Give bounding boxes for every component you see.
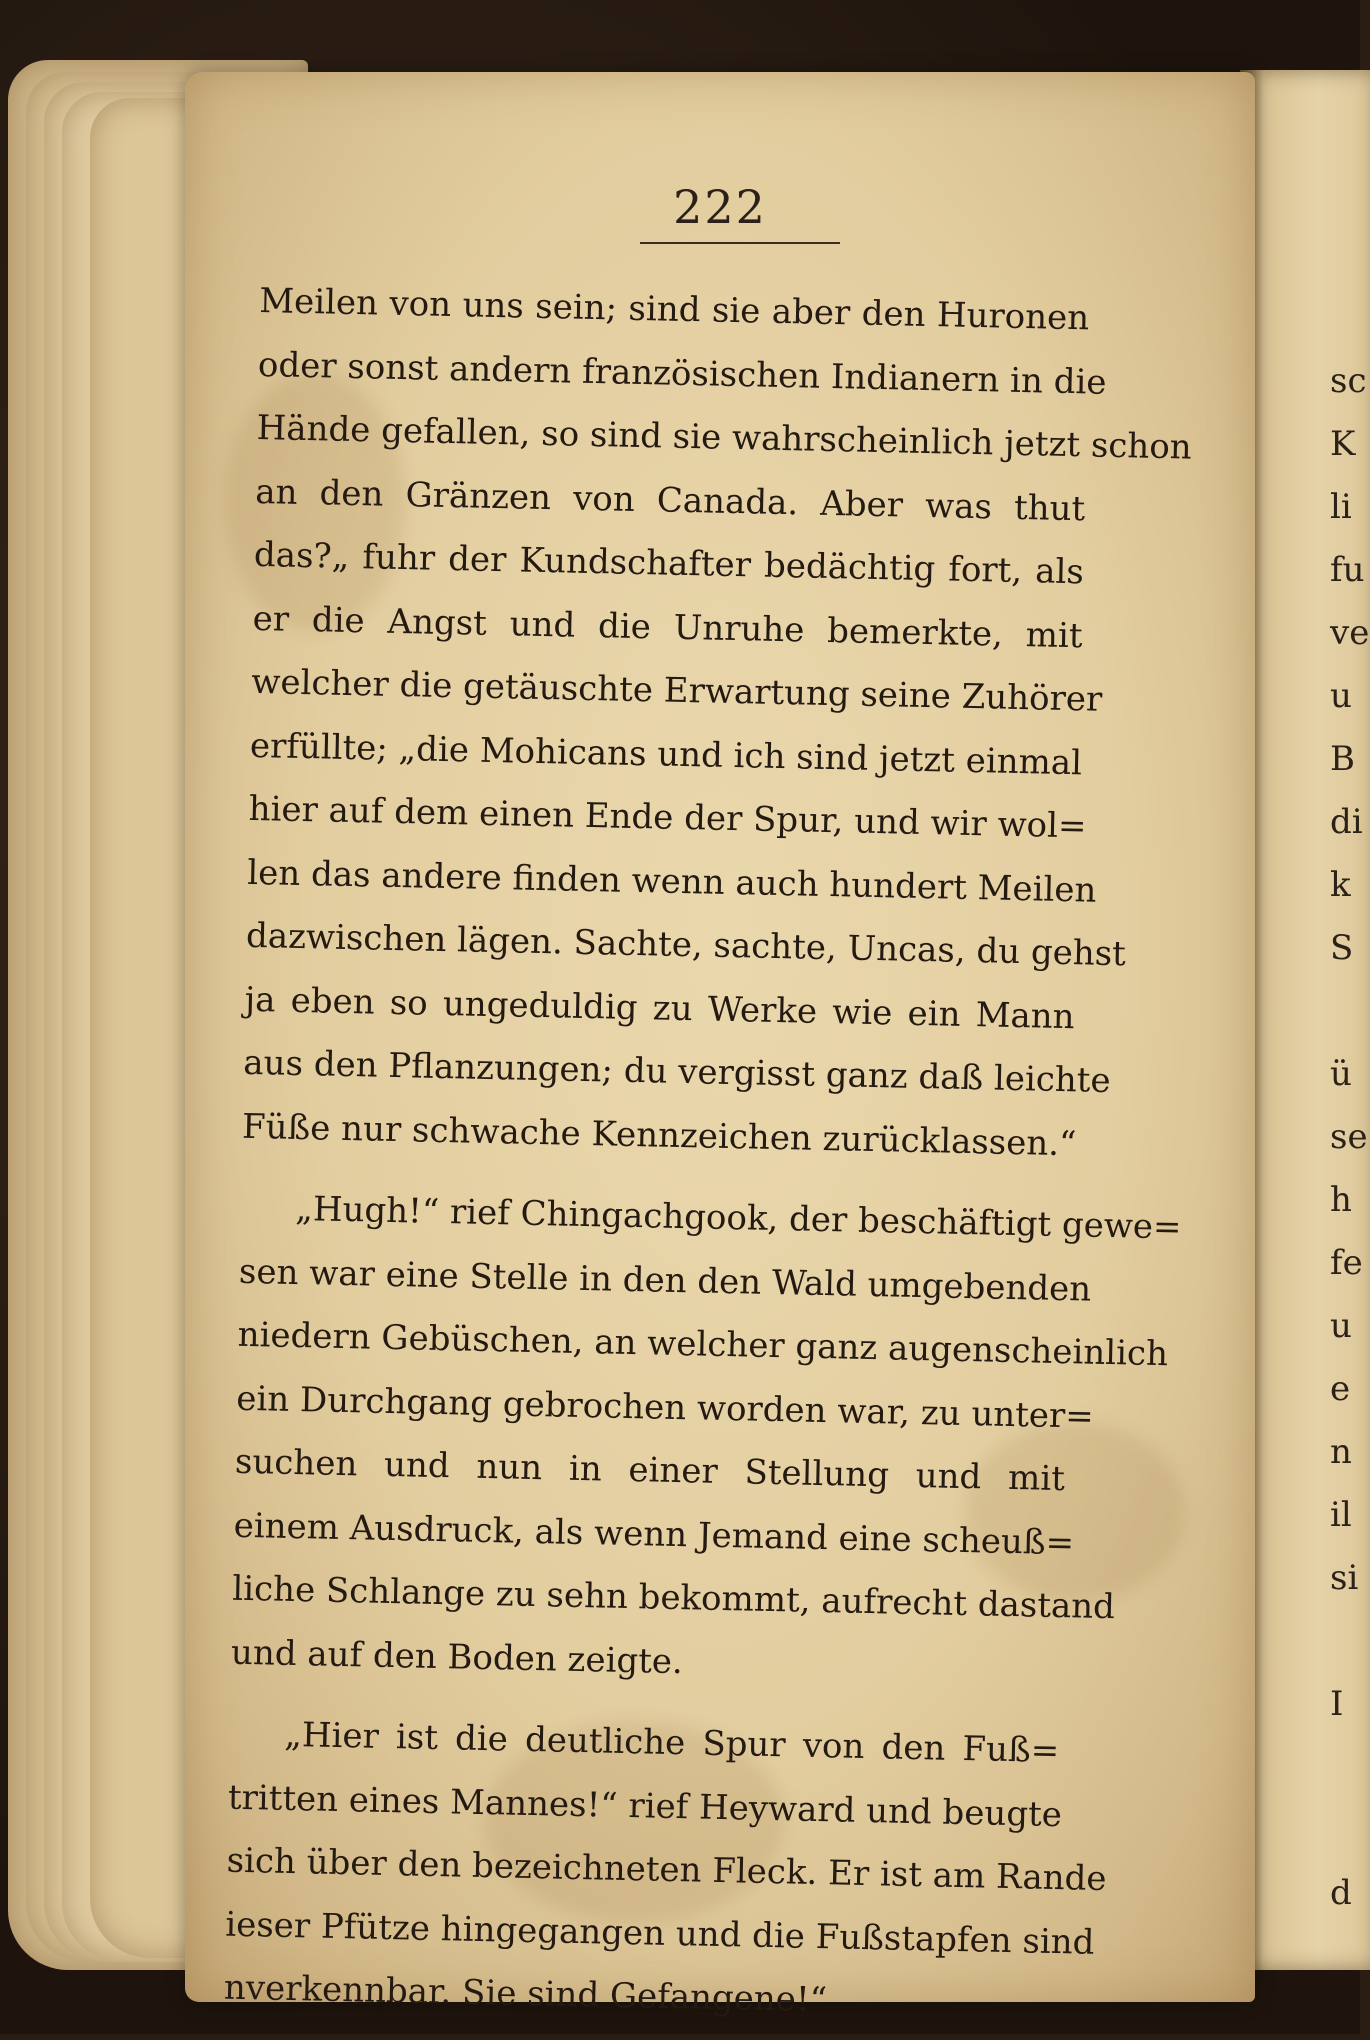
facing-page-fragment: h bbox=[1330, 1180, 1352, 1220]
text-line: niedern Gebüschen, an welcher ganz augenscheinlich bbox=[237, 1314, 1169, 1375]
facing-page-fragment: fu bbox=[1330, 550, 1365, 590]
text-line: sen war eine Stelle in den den Wald umgebenden bbox=[238, 1251, 1092, 1310]
facing-page-fragment: S bbox=[1330, 928, 1354, 968]
text-line: einem Ausdruck, als wenn Jemand eine scheuß= bbox=[233, 1505, 1075, 1563]
facing-page-fragment: n bbox=[1330, 1432, 1352, 1472]
paragraph bbox=[230, 1177, 1182, 1702]
facing-page-fragment: d bbox=[1330, 1873, 1352, 1913]
text-line: „Hier ist die deutliche Spur von den Fuß= bbox=[283, 1714, 1060, 1772]
text-line: aus den Pflanzungen; du vergisst ganz daß leichte bbox=[242, 1042, 1111, 1101]
facing-page-fragment: B bbox=[1330, 739, 1355, 779]
facing-page-fragment: si bbox=[1330, 1558, 1359, 1598]
text-line: sich über den bezeichneten Fleck. Er ist am Rande bbox=[226, 1840, 1107, 1900]
text-line: Meilen von uns sein; sind sie aber den Huronen bbox=[258, 280, 1090, 339]
text-line: erfüllte; „die Mohicans und ich sind jetzt einmal bbox=[249, 725, 1083, 783]
facing-page-fragment: sc bbox=[1330, 361, 1367, 401]
facing-page-fragment: il bbox=[1330, 1495, 1352, 1535]
facing-page-text bbox=[1330, 350, 1370, 1925]
text-line: tritten eines Mannes!“ rief Heyward und beugte bbox=[227, 1777, 1063, 1835]
text-line: hier auf dem einen Ende der Spur, und wir wol= bbox=[248, 788, 1087, 847]
body-text bbox=[223, 270, 1193, 2037]
text-line: liche Schlange zu sehn bekommt, aufrecht dastand bbox=[231, 1568, 1116, 1628]
text-line: an den Gränzen von Canada. Aber was thut bbox=[254, 471, 1086, 529]
text-line: ein Durchgang gebrochen worden war, zu unter= bbox=[235, 1378, 1095, 1437]
paragraph bbox=[223, 1703, 1107, 2038]
facing-page-fragment: fe bbox=[1330, 1243, 1363, 1283]
book-page bbox=[185, 72, 1255, 2021]
facing-page-fragment: ü bbox=[1330, 1054, 1352, 1094]
facing-page-fragment bbox=[1330, 1610, 1360, 1673]
text-line: welcher die getäuschte Erwartung seine Zuhörer bbox=[250, 661, 1103, 720]
facing-page-fragment: k bbox=[1330, 865, 1351, 905]
facing-page-fragment bbox=[1330, 1736, 1360, 1799]
text-line: ieser Pfütze hingegangen und die Fußstapfen sind bbox=[224, 1904, 1095, 1963]
text-line: oder sonst andern französischen Indianern in die bbox=[257, 344, 1107, 403]
text-line: Hände gefallen, so sind sie wahrscheinlich jetzt schon bbox=[256, 407, 1193, 468]
text-line: suchen und nun in einer Stellung und mit bbox=[234, 1441, 1066, 1500]
page-number: 222 bbox=[673, 180, 767, 234]
facing-page-fragment: di bbox=[1330, 802, 1363, 842]
facing-page-fragment: u bbox=[1330, 676, 1352, 716]
facing-page-fragment: K bbox=[1330, 424, 1356, 464]
facing-page-fragment: e bbox=[1330, 1369, 1351, 1409]
facing-page-fragment: I bbox=[1330, 1684, 1344, 1724]
text-line: nverkennbar. Sie sind Gefangene!“ bbox=[223, 1967, 828, 2021]
text-line: und auf den Boden zeigte. bbox=[230, 1632, 684, 1682]
text-line: dazwischen lägen. Sachte, sachte, Uncas, du gehst bbox=[245, 915, 1127, 975]
text-line: ja eben so ungeduldig zu Werke wie ein Mann bbox=[244, 979, 1075, 1037]
facing-page-fragment: se bbox=[1330, 1117, 1368, 1157]
facing-page-fragment: li bbox=[1330, 487, 1352, 527]
facing-page-fragment: u bbox=[1330, 1306, 1352, 1346]
header-rule bbox=[640, 242, 840, 244]
text-line: Füße nur schwache Kennzeichen zurücklassen.“ bbox=[241, 1106, 1077, 1164]
text-line: len das andere finden wenn auch hundert Meilen bbox=[246, 852, 1097, 911]
text-line: „Hugh!“ rief Chingachgook, der beschäftigt gewe= bbox=[294, 1188, 1182, 1248]
facing-page-fragment bbox=[1330, 980, 1360, 1043]
text-line: das?„ fuhr der Kundschafter bedächtig fort, als bbox=[253, 534, 1085, 593]
facing-page-fragment bbox=[1330, 1799, 1360, 1862]
paragraph bbox=[241, 270, 1193, 1176]
facing-page-fragment: ve bbox=[1330, 613, 1370, 653]
text-line: er die Angst und die Unruhe bemerkte, mit bbox=[252, 598, 1083, 656]
